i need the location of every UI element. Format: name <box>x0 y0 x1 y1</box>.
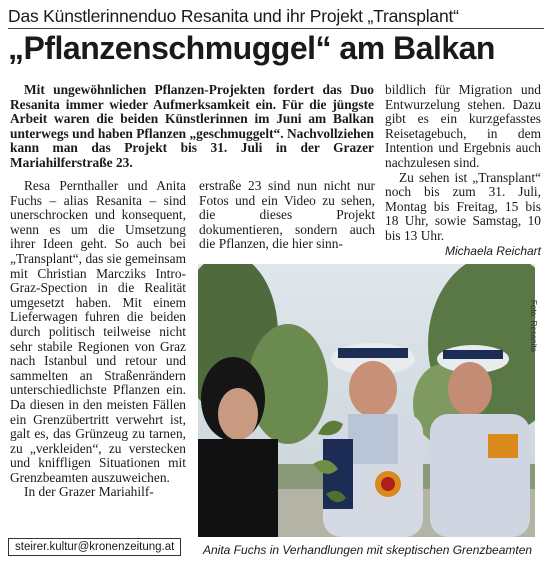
article-headline: „Pflanzenschmuggel“ am Balkan <box>8 30 495 66</box>
column-left-paragraph-2: In der Grazer Mariahilf- <box>24 484 154 500</box>
lead-paragraph: Mit ungewöhnlichen Pflanzen-Projekten fordert das Duo Resanita immer wieder Aufmerksamkeit ein. Für die jüngste Arbeit waren die beiden Künstlerinnen im Juni am Balkan unterwegs und haben Pflanzen „geschmuggelt“. Nachvollziehen kann man das Projekt bis 31. Juli in der Grazer Mariahilferstraße 23. <box>10 82 374 170</box>
column-left <box>10 179 186 500</box>
kicker-rule <box>8 28 544 29</box>
column-middle: erstraße 23 sind nun nicht nur Fotos und ein Video zu sehen, die dieses Projekt dokumentieren, sondern auch die Pflanzen, die hier sinn- <box>199 178 375 252</box>
column-right <box>385 83 541 258</box>
article-kicker: Das Künstlerinnenduo Resanita und ihr Projekt „Transplant“ <box>8 6 459 26</box>
photo-credit: Foto: Resanita <box>529 300 538 353</box>
column-right-paragraph-1: bildlich für Migration und Entwurzelung stehen. Dazu gibt es ein kurzgefasstes Reisetagebuch, in dem Intention und Ergebnis auch nachzulesen sind. <box>385 82 541 170</box>
contact-email[interactable]: steirer.kultur@kronenzeitung.at <box>8 538 181 556</box>
article-photo <box>198 264 535 537</box>
column-left-paragraph-1: Resa Pernthaller und Anita Fuchs – alias Resanita – sind unerschrocken und konsequent, wenn es um die Umsetzung ihrer Ideen geht. So auch bei „Transplant“, das sie gemeinsam mit Christian Marcziks Intro-Graz-Spection in die Realität umgesetzt haben. Mit einem Lieferwagen fuhren die beiden durch politisch teilweise nicht sehr stabile Regionen von Graz nach Istanbul und retour und sammelten an Straßenrändern unterschiedlichste Pflanzen ein. Da diesen in den meisten Fällen ein Grenzübertritt verwehrt ist, galt es, das Grünzeug zu tarnen, zu „verkleiden“, zu verstecken und kniffligen Situationen mit Grenzbeamten auszuweichen. <box>10 178 186 485</box>
photo-border-checkpoint-scene <box>198 264 535 537</box>
column-right-paragraph-2: Zu sehen ist „Transplant“ noch bis zum 31. Juli, Montag bis Freitag, 15 bis 18 Uhr, sowie Samstag, 10 bis 13 Uhr. <box>385 169 541 243</box>
photo-caption: Anita Fuchs in Verhandlungen mit skeptischen Grenzbeamten <box>203 543 533 557</box>
author-byline: Michaela Reichart <box>444 243 541 258</box>
